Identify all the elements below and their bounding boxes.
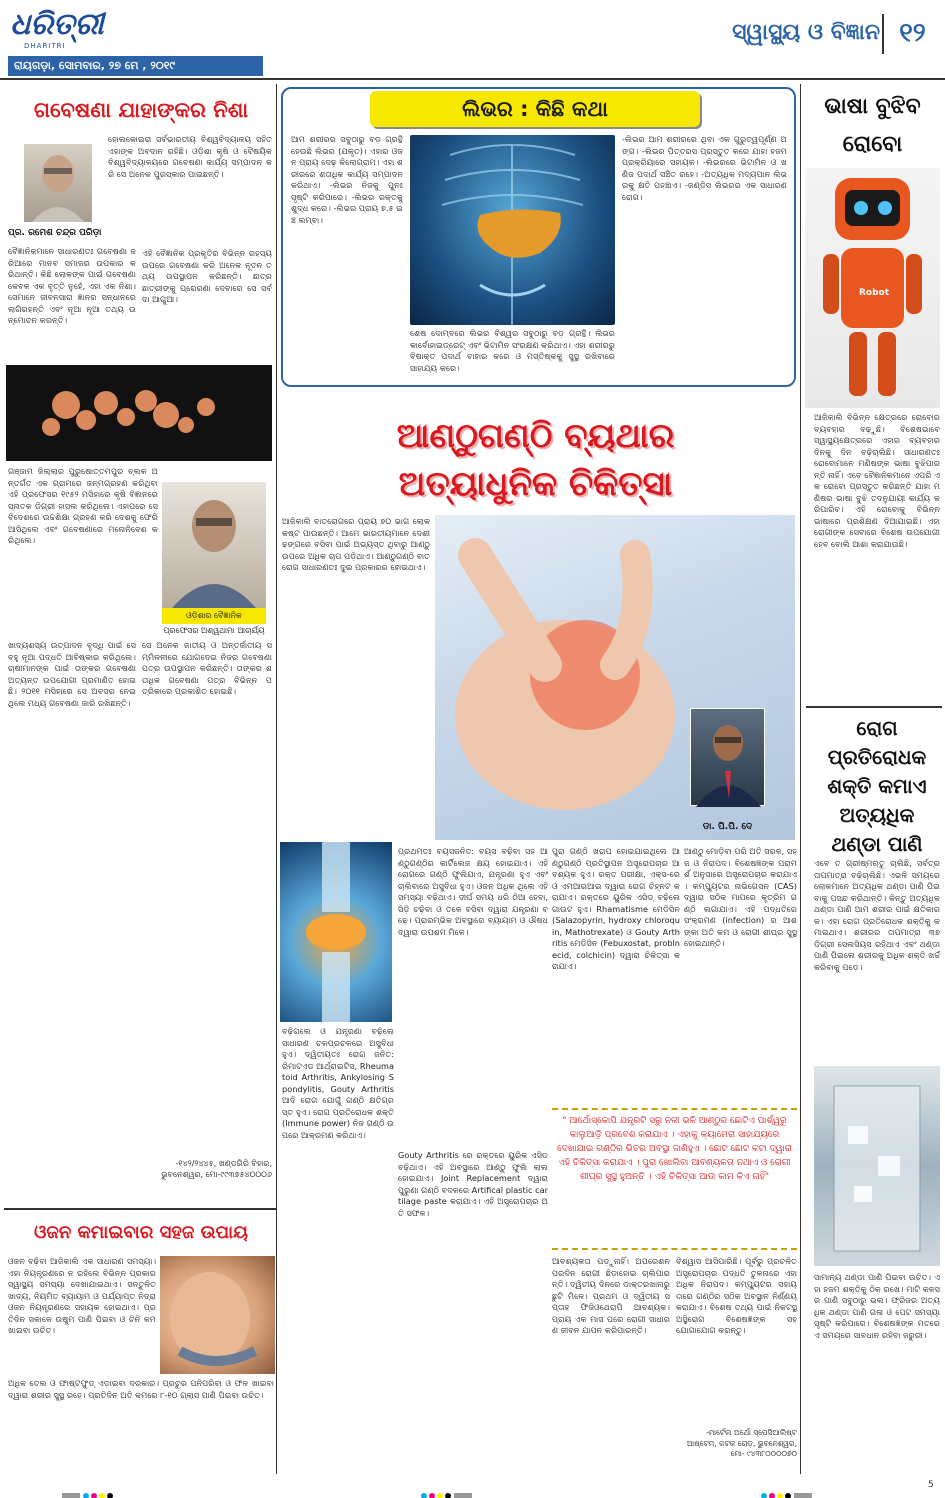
liver-body-left: ଆମ ଶରୀରର ସବୁଠାରୁ ବଡ଼ ଗ୍ରନ୍ଥି ହେଉଛି ଲିଭର (ଯକୃତ)। ଏହାର ଓଜନ ପ୍ରାୟ ଦେଢ଼ କିଲୋଗ୍ରାମ। ଏହା ଶରୀରରେ ଶତାଧିକ କାର୍ଯ୍ୟ ସମ୍ପାଦନ କରିଥାଏ। -ଲିଭର ନିଜକୁ ପୁନଃ ସୃଷ୍ଟି କରିପାରେ। -ଲିଭର ରକ୍ତକୁ ଶୁଦ୍ଧ କରେ। -ଲିଭର ପ୍ରାୟ ୭.୫ ଇଞ୍ଚ ଲମ୍ବା। (291, 134, 403, 225)
knee-body-col7: ଆବଶ୍ୟକତା ପଡ଼ୁନାହିଁ। ଅପରେଶନ ପରଦିନ ରୋଗୀ ଛିଡ଼ାହୋଇ ଚାଲିପାରନ୍ତି। ଦ୍ୱିତୀୟ ଦିନରେ ଡାକ୍ତରଖାନାରୁ ଛୁଟି ମିଳେ। ପ୍ରଥମ ଓ ଦ୍ୱିତୀୟ ସପ୍ତାହ ଫିଜିଓଥେରାପି ଆବଶ୍ୟକ। ପ୍ରାୟ ଏକ ମାସ ପରେ ରୋଗୀ ସାଧାରଣ ଜୀବନ ଯାପନ କରିପାରନ୍ତି। (552, 1256, 670, 1335)
research-body-a: ବୈଜ୍ଞାନିକମାନେ ସାଧାରଣତଃ ଗବେଷଣା ଜରିଆରେ ମାନବ ସମାଜର ଉପକାର କରିଥାନ୍ତି। କିଛି ଲୋକଙ୍କ ପାଇଁ ଗବେଷଣା କେବଳ ଏକ ବୃତ୍ତି ନୁହେଁ, ଏହା ଏକ ନିଶା। ସେମାନେ ଜୀବନସାରା ଜ୍ଞାନର ସନ୍ଧାନରେ ଲାଗିରହନ୍ତି ଏବଂ ନୂଆ ନୂଆ ତଥ୍ୟ ଉନ୍ମୋଚନ କରନ୍ତି। (8, 246, 136, 325)
knee-body-col1: ପ୍ରଥମତଃ ବୟସଜନିତ: ବୟସ ବଢ଼ିବା ସହ ଆଣ୍ଠୁଗଣ୍ଠିର କାର୍ଟିଲେଜ କ୍ଷୟ ହୋଇଯାଏ। ଏହି ରୋଗରେ ଗଣ୍ଠି ଫୁଲିଯାଏ, ଯନ୍ତ୍ରଣା ହୁଏ ଏବଂ ଚାଲିବାରେ ଅସୁବିଧା ହୁଏ। ଓଜନ ଅଧିକ ଥିଲେ ଏହି ସମସ୍ୟା ବଢ଼ିଥାଏ। ଦୀର୍ଘ ସମୟ ଧରି ଠିଆ ହେବା, ସିଡ଼ି ଚଢ଼ିବା ଓ ତଳେ ବସିବା ଦ୍ୱାରା ଯନ୍ତ୍ରଣା ବଢ଼େ। ପ୍ରାରମ୍ଭିକ ଅବସ୍ଥାରେ ବ୍ୟାୟାମ ଓ ଔଷଧ ଦ୍ୱାରା ଉପଶମ ମିଳେ। (398, 846, 548, 937)
knee-joint-image (280, 842, 392, 1022)
brand-sub: DHARITRI (24, 42, 66, 50)
liver-body-right: -ଲିଭର ଆମ ଶରୀରରେ ଥିବା ଏକ ଗୁରୁତ୍ୱପୂର୍ଣ୍ଣ ଅଙ୍ଗ। -ଲିଭର ପିତ୍ତରସ ପ୍ରସ୍ତୁତ କରେ ଯାହା ହଜମ ପ୍ରକ୍ରିୟାରେ ସହାୟକ। -ଲିଭରରେ ଭିଟାମିନ ଓ ଖଣିଜ ପଦାର୍ଥ ସଞ୍ଚିତ ରହେ। -ଅତ୍ୟଧିକ ମଦ୍ୟପାନ ଲିଭରକୁ କ୍ଷତି ପହଞ୍ଚାଏ। -ଜଣ୍ଡିସ ଲିଭରର ଏକ ସାଧାରଣ ରୋଗ। (622, 134, 787, 202)
print-registration-footer (0, 1478, 945, 1498)
immune-body: ଏବେ ତ ଗ୍ରୀଷ୍ମଋତୁ ଚାଲିଛି, ସର୍ବତ୍ର ତାପମାତ୍ରା ବଢ଼ିଚାଲିଛି। ଏଭଳି ସମୟରେ ଲୋକମାନେ ଅତ୍ୟଧିକ ଥଣ୍ଡା ପାଣି ପିଇବାକୁ ପସନ୍ଦ କରିଥାନ୍ତି। କିନ୍ତୁ ଅତ୍ୟଧିକ ଥଣ୍ଡା ପାଣି ଆମ ଶରୀର ପାଇଁ କ୍ଷତିକାରକ। ଏହା ରୋଗ ପ୍ରତିରୋଧକ ଶକ୍ତିକୁ କମାଇଥାଏ। ଶରୀରର ତାପମାତ୍ରା ୩୭ ଡିଗ୍ରୀ ସେଲସିୟସ ରହିଥାଏ ଏବଂ ଥଣ୍ଡା ପାଣି ପିଇଲେ ଶରୀରକୁ ଅଧିକ ଶକ୍ତି ଖର୍ଚ୍ଚ କରିବାକୁ ପଡ଼େ। (814, 858, 940, 972)
masthead-logo (10, 7, 104, 54)
research-body-f: ସେ ଅନେକ ଜାତୀୟ ଓ ଅନ୍ତର୍ଜାତୀୟ ସମ୍ମିଳନୀରେ ଯୋଗଦେଇ ନିଜର ଗବେଷଣା ପତ୍ର ଉପସ୍ଥାପନ କରିଛନ୍ତି। ତାଙ୍କର ଶତାଧିକ ଗବେଷଣା ପତ୍ର ବିଭିନ୍ନ ପତ୍ରିକାରେ ପ୍ରକାଶିତ ହୋଇଛି। (142, 640, 272, 696)
coral-icon (6, 365, 272, 461)
belly-icon (160, 1256, 275, 1374)
research-body-c: ଏହି ବୈଜ୍ଞାନିକ ପ୍ରକୃତିର ବିଭିନ୍ନ ରହସ୍ୟ ଉପରେ ଗବେଷଣା କରି ଅନେକ ନୂତନ ତଥ୍ୟ ଉପସ୍ଥାପନ କରିଛନ୍ତି। ଛାତ୍ରଛାତ୍ରୀଙ୍କୁ ପ୍ରେରଣା ଦେବାରେ ସେ ସର୍ବଦା ଆଗୁଆ। (142, 248, 272, 304)
research-headline: ଗବେଷଣା ଯାହାଙ୍କର ନିଶା (33, 98, 249, 122)
registration-marks-center (420, 1484, 474, 1498)
robot-image (805, 168, 940, 408)
knee-joint-icon (280, 842, 392, 1022)
immune-body-2: ସାମାନ୍ୟ ଥଣ୍ଡା ପାଣି ପିଇବା ଉଚିତ। ଏହା ହଜମ ଶକ୍ତିକୁ ଠିକ ରଖେ। ମାଟି କଳସର ପାଣି ସବୁଠାରୁ ଭଲ। ଫ୍ରିଜର ଅତ୍ୟଧିକ ଥଣ୍ଡା ପାଣି ଗଳା ଓ ପେଟ ସମସ୍ୟା ସୃଷ୍ଟି କରିପାରେ। ବିଶେଷଜ୍ଞଙ୍କ ମତରେ ଏ ସମୟରେ ସାବଧାନ ରହିବା ଜରୁରୀ। (814, 1272, 940, 1340)
column-divider-right (800, 84, 801, 1474)
person-photo-icon (24, 144, 92, 222)
research-byline: ପ୍ର. ରମେଶ ଚନ୍ଦ୍ର ପରିଡ଼ା (8, 228, 102, 238)
knee-body-col5: ବଢ଼ିଗଲେ ଓ ଯନ୍ତ୍ରଣା ବଢ଼ିଲେ ସାଧାରଣ ଚଳପ୍ରଚଳରେ ଅସୁବିଧା ହୁଏ। ଦ୍ୱିତୀୟତଃ ରୋଗ ଜନିତ: ରିମାଟଏଡ ଆର୍ଥ୍ରାଇଟିସ, Rheumatoid Arthritis, Ankylosing Spondylitis, Gouty Arthritis ଆଦି ରୋଗ ଯୋଗୁଁ ଗଣ୍ଠି କ୍ଷତିଗ୍ରସ୍ତ ହୁଏ। ରୋଗ ପ୍ରତିରୋଧକ ଶକ୍ତି (Immune power) ନିଜ ଗଣ୍ଠି ଉପରେ ଆକ୍ରମଣ କରିଥାଏ। (282, 1026, 394, 1140)
page-marker: 5 (928, 1480, 934, 1490)
water-glass-icon (814, 1066, 940, 1266)
research-body-e: ଖାଦ୍ୟଶସ୍ୟ ଉତ୍ପାଦନ ବୃଦ୍ଧି ପାଇଁ ସେ ବହୁ ନୂଆ ପଦ୍ଧତି ଆବିଷ୍କାର କରିଥିଲେ। ଚାଷୀମାନଙ୍କ ପାଇଁ ତାଙ୍କର ଗବେଷଣା ଅତ୍ୟନ୍ତ ଉପଯୋଗୀ ପ୍ରମାଣିତ ହୋଇଛି। ୨୦୧୧ ମସିହାରେ ସେ ଅବସର ନେଇଥିଲେ ମଧ୍ୟ ଗବେଷଣା ଜାରି ରଖିଛନ୍ତି। (8, 640, 136, 708)
liver-title: ଲିଭର : କିଛି କଥା (370, 91, 700, 127)
immune-headline: ରୋଗ ପ୍ରତିରୋଧକ ଶକ୍ତି କମାଏ ଅତ୍ୟଧିକ ଥଣ୍ଡା ପାଣି (827, 716, 927, 856)
coral-image (6, 365, 272, 461)
robot-headline: ଭାଷା ବୁଝିବ ରୋବୋ (824, 94, 921, 157)
robot-body: ଆଜିକାଲି ବିଭିନ୍ନ କ୍ଷେତ୍ରରେ ରୋବୋର ବ୍ୟବହାର ବଢ଼ୁଛି। ବିଶେଷଭାବେ ସ୍ୱାସ୍ଥ୍ୟକ୍ଷେତ୍ରରେ ଏହାର ବ୍ୟବହାର ଦିନକୁ ଦିନ ବଢ଼ିଚାଲିଛି। ସାଧାରଣତଃ ରୋବୋମାନେ ମଣିଷଙ୍କ ଭାଷା ବୁଝିପାରନ୍ତି ନାହିଁ। ଏବେ ବୈଜ୍ଞାନିକମାନେ ଏପରି ଏକ ରୋବୋ ପ୍ରସ୍ତୁତ କରିଛନ୍ତି ଯାହା ମଣିଷର ଭାଷା ବୁଝି ତଦନୁଯାୟୀ କାର୍ଯ୍ୟ କରିପାରିବ। ଏହି ରୋବୋକୁ ବିଭିନ୍ନ ଭାଷାରେ ପ୍ରଶିକ୍ଷଣ ଦିଆଯାଇଛି। ଏହା ରୋଗୀଙ୍କ ସେବାରେ ବିଶେଷ ଉପଯୋଗୀ ହେବ ବୋଲି ଆଶା କରାଯାଉଛି। (814, 412, 940, 549)
page-number: ୧୨ (899, 18, 926, 48)
research-signoff: -୧୪୨/୨୪୪୫, ଖଣ୍ଡଗିରି ବିହାର, ଭୁବନେଶ୍ୱର, ମୋ-୯୯୩୭୫୪୦୦୦୬ (161, 1159, 272, 1179)
professor2-photo (162, 482, 266, 608)
brand-name: ଧରିତ୍ରୀ (10, 7, 104, 42)
knee-headline (278, 412, 793, 512)
person-photo-icon (691, 709, 766, 807)
weight-rule (4, 1208, 276, 1210)
liver-image (410, 135, 615, 325)
knee-headline-line2: ଅତ୍ୟାଧୁନିକ ଚିକିତ୍ସା (398, 464, 673, 504)
dateline: ରାୟଗଡ଼ା, ସୋମବାର, ୨୭ ମେ , ୨୦୧୯ (8, 56, 263, 76)
knee-author-signoff: -ମାର୍ଟେଲ ଅର୍ଥୋ ସ୍ପେସିଆଲିଷ୍ଟ ଆଷ୍ଟେମ, କଟକ ରୋଡ଼, ଭୁବନେଶ୍ୱର, ମୋ- ୯୪୩୮୦୦୦୦୭୦ (686, 1428, 797, 1458)
weight-headline: ଓଜନ କମାଇବାର ସହଜ ଉପାୟ (34, 1222, 248, 1243)
weight-body: ଓଜନ ବଢ଼ିବା ଆଜିକାଲି ଏକ ସାଧାରଣ ସମସ୍ୟା। ଏହା ନିୟନ୍ତ୍ରଣରେ ନ ରହିଲେ ବିଭିନ୍ନ ପ୍ରକାର ସ୍ୱାସ୍ଥ୍ୟ ସମସ୍ୟା ଦେଖାଯାଇଥାଏ। ସନ୍ତୁଳିତ ଖାଦ୍ୟ, ନିୟମିତ ବ୍ୟାୟାମ ଓ ପର୍ଯ୍ୟାପ୍ତ ନିଦ୍ରା ଓଜନ ନିୟନ୍ତ୍ରଣରେ ସହାୟକ ହୋଇଥାଏ। ପ୍ରତିଦିନ ସକାଳେ ଉଷୁମ ପାଣି ପିଇବା ଓ ଚିନି କମ ଖାଇବା ଉଚିତ। (8, 1256, 156, 1335)
liver-body-bottom: ଶେଷ ଦୋମ୍ବରେ ଲିଭର ବିଶ୍ୱର ସବୁଠାରୁ ବଡ଼ ଗ୍ରନ୍ଥି। ଲିଭର କାର୍ବୋହାଇଡ୍ରେଟ୍ ଏବଂ ଭିଟାମିନ ସଂରକ୍ଷଣ କରିଥାଏ। ଏହା ଶରୀରରୁ ବିଷାକ୍ତ ପଦାର୍ଥ ବାହାର କରେ ଓ ମସ୍ତିଷ୍କକୁ ସୁସ୍ଥ ରଖିବାରେ ସାହାଯ୍ୟ କରେ। (410, 328, 615, 373)
person-photo-icon (162, 482, 266, 608)
knee-body-col6: Gouty Arthritis ରେ ରକ୍ତରେ ୟୁରିକ ଏସିଡ ବଢ଼ିଥାଏ। ଏହି ଅବସ୍ଥାରେ ଆଣ୍ଠୁ ଫୁଲି ଲାଲ ହୋଇଯାଏ। Joint Replacement ଦ୍ୱାରା ପୁରୁଣା ଗଣ୍ଠି ବଦଳରେ Artifical plastic cartilage paste କରାଯାଏ। ଏହି ଅସ୍ତ୍ରୋପଚାର ଅତି ସଫଳ। (398, 1150, 548, 1218)
robot-chest-label: Robot (859, 288, 890, 298)
registration-marks-left (60, 1484, 114, 1498)
knee-body-col8: ବିଶ୍ୱାସ ଆସିପାରିଛି। ପୂର୍ବରୁ ପ୍ରଚଳିତ ଅସ୍ତ୍ରୋପଚାର ପଦ୍ଧତି ତୁଳନାରେ ଏହା ଅଧିକ ନିରାପଦ। କମ୍ପ୍ୟୁଟର ସହାୟତାରେ ଗଣ୍ଠିର ସଠିକ ଅବସ୍ଥାନ ନିର୍ଣ୍ଣୟ କରାଯାଏ। ବିଶେଷ ତଥ୍ୟ ପାଇଁ ନିକଟସ୍ଥ ଅସ୍ଥିରୋଗ ବିଶେଷଜ୍ଞଙ୍କ ସହ ଯୋଗାଯୋଗ କରନ୍ତୁ। (676, 1256, 797, 1335)
research-body-b: ହୋଲକୋଇରା ସର୍ବଭାରତୀୟ ବିଶ୍ୱବିଦ୍ୟାଳୟ ସହିତ ଏହାଙ୍କ ଅବଦାନ ରହିଛି। ଓଡ଼ିଶା କୃଷି ଓ ବୈଷୟିକ ବିଶ୍ୱବିଦ୍ୟାଳୟରେ ଗବେଷଣା କାର୍ଯ୍ୟ ସମ୍ପାଦନ କରି ସେ ଅନେକ ପୁରସ୍କାର ପାଇଛନ୍ତି। (108, 134, 272, 179)
weight-body-2: ଅଧିକ ତେଲ ଓ ଫାଷ୍ଟଫୁଡ୍ ଏଡ଼ାଇବା ଦରକାର। ପ୍ରଚୁର ପନିପରିବା ଓ ଫଳ ଖାଇବା ଦ୍ୱାରା ଶରୀର ସୁସ୍ଥ ରହେ। ପ୍ରତିଦିନ ଅତି କମରେ ୮-୧୦ ଗ୍ଲାସ ପାଣି ପିଇବା ଉଚିତ। (8, 1378, 274, 1400)
section-title: ସ୍ୱାସ୍ଥ୍ୟ ଓ ବିଜ୍ଞାନ (732, 20, 880, 45)
immune-rule (806, 706, 942, 708)
knee-body-col3: ଆଣ୍ଠୁ ମୋଡ଼ିବା ପରି ଅତି ସରଳ, ସହଜ ଓ ନିରାପଦ। ବିଶେଷଜ୍ଞଙ୍କ ପରାମର୍ଶ ଅନୁସାରେ ଅସ୍ତ୍ରୋପଚାର କରାଯାଏ। କମ୍ପ୍ୟୁଟର ନାଭିଗେସନ (CAS) ଦ୍ୱାରା ସଠିକ ମାପରେ କୃତ୍ରିମ ଗଣ୍ଠି ଲଗାଯାଏ। ଏହି ପଦ୍ଧତିରେ ସଂକ୍ରମଣ (infection) ର ଆଶଙ୍କା ଅତି କମ ଓ ରୋଗୀ ଶୀଘ୍ର ସୁସ୍ଥ ହୋଇଥାନ୍ତି। (684, 846, 797, 948)
professor2-caption-label: ଓଡ଼ିଶାର ବୈଜ୍ଞାନିକ (162, 608, 266, 624)
doctor-photo (690, 708, 765, 806)
professor2-name: ପ୍ରଫେସର ଅଶ୍ୱଥାମା ଆଚାର୍ଯ୍ୟ (163, 626, 265, 635)
professor-photo (24, 144, 92, 222)
belly-image (160, 1256, 275, 1374)
registration-marks-right (760, 1484, 814, 1498)
knee-quote: " ଆର୍ଥୋସ୍କୋପି ଯନ୍ତ୍ରଟି ସରୁ ନଳୀ ଭଳି ଆଣ୍ଠୁର ଛୋଟିଏ ପାର୍ଶ୍ୱରୁ କାଲୁଆଡ଼ି ପ୍ରବେଶ କରାଯାଏ । ଏହାକୁ କ୍ୟାମେରା ସାହାଯ୍ୟରେ ଦେଖାଯାଇ ଗଣ୍ଠିର ଭିତର ଅବସ୍ଥା ଜାଣିହୁଏ । ଛୋଟ ଛୋଟ କଟା ଦ୍ୱାରା ଏହି ଚିକିତ୍ସା କରାଯାଏ । ପୁରା ଖୋଲିବା ଆବଶ୍ୟକତା ନଥାଏ ଓ ରୋଗୀ ଶୀଘ୍ର ସୁସ୍ଥ ହୁଅନ୍ତି । ଏହି ଚିକିତ୍ସା ଆଉ କାମ କିଏ ନାହିଁ" (552, 1108, 797, 1250)
water-glass-image (814, 1066, 940, 1266)
column-divider-left (276, 84, 277, 1474)
doctor-caption: ଡା. ପି.ପି. ଦେ (702, 822, 753, 832)
masthead-divider (882, 14, 884, 54)
masthead-rule (0, 78, 945, 80)
knee-headline-line1: ଆଣ୍ଠୁଗଣ୍ଠି ବ୍ୟଥାର (396, 416, 675, 456)
knee-body-col2: ପୁରା ଗଣ୍ଠି ଖରାପ ହୋଇଯାଇଥିଲେ ଆଣ୍ଠୁଗଣ୍ଠି ପ୍ରତିସ୍ଥାପନ ଅସ୍ତ୍ରୋପଚାର ଆବଶ୍ୟକ ହୁଏ। ରକ୍ତ ପରୀକ୍ଷା, ଏକ୍ସ-ରେ ଓ ଏମଆରଆଇ ଦ୍ୱାରା ରୋଗ ଚିହ୍ନଟ କରାଯାଏ। ରକ୍ତରେ ୟୁରିକ ଏସିଡ୍ ବଢ଼ିଲେ ଗାଉଟ ହୁଏ। Rhamatisme ମେଡିସିନ (Salazopyrin, hydroxy chloroquin, Mathotrexate) ଓ Gouty Arthritis ମେଡିସିନ (Febuxostat, problnecid, colchicin) ଦ୍ୱାରା ଚିକିତ୍ସା କରାଯାଏ। (552, 846, 680, 971)
research-body-d: ଗଞ୍ଜାମ ଜିଲ୍ଲାର ପୁରୁଷୋତ୍ତମପୁର ବ୍ଲକ ଅନ୍ତର୍ଗତ ଏକ ଗ୍ରାମରେ ଜନ୍ମଗ୍ରହଣ କରିଥିବା ଏହି ପ୍ରଫେସର ୧୯୫୨ ମସିହାରେ କୃଷି ବିଜ୍ଞାନରେ ସ୍ନାତକ ଡିଗ୍ରୀ ହାସଲ କରିଥିଲେ। ଏହାପରେ ସେ ବିଦେଶରେ ଉଚ୍ଚଶିକ୍ଷା ଗ୍ରହଣ କରି ଦେଶକୁ ଫେରି ଆସିଥିଲେ ଏବଂ ଗବେଷଣାରେ ମନୋନିବେଶ କରିଥିଲେ। (8, 466, 158, 545)
liver-anatomy-icon (410, 135, 615, 325)
knee-body-intro: ଆଜିକାଲି ବାତରୋଗରେ ପ୍ରାୟ ୭୦ ଭାଗ ଲୋକ କଷ୍ଟ ପାଉଛନ୍ତି। ଆମେ ଭାରତୀୟମାନେ ଦେଶୀ ଢଙ୍ଗରେ ବସିବା ପାଇଁ ଅଭ୍ୟସ୍ତ ଥିବାରୁ ଆଣ୍ଠୁ ଉପରେ ଅଧିକ ଚାପ ପଡ଼ିଥାଏ। ଆଣ୍ଠୁଗଣ୍ଠି ବାତରୋଗ ସାଧାରଣତଃ ଦୁଇ ପ୍ରକାରର ହୋଇଥାଏ। (282, 516, 430, 572)
